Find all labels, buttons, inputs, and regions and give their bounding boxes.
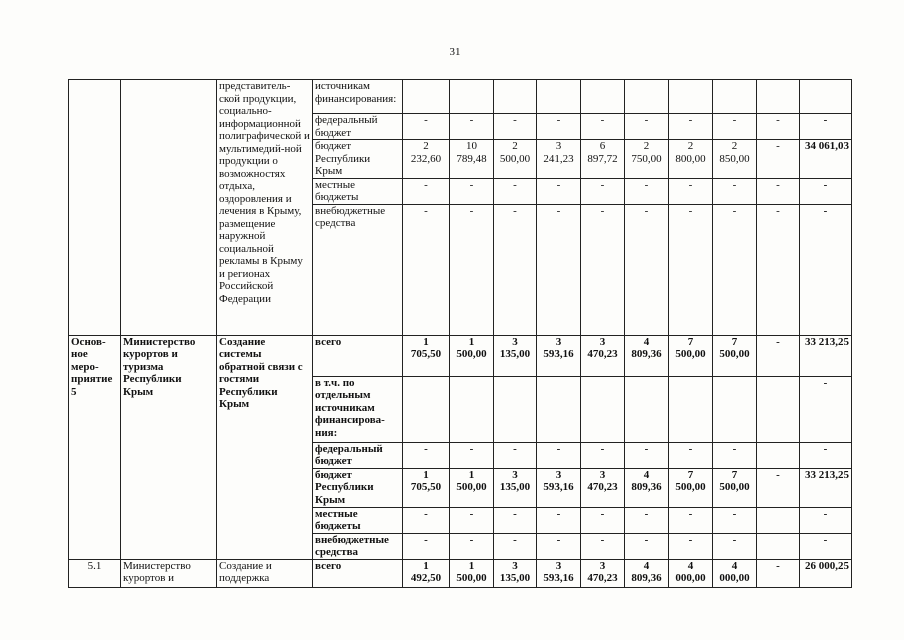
year-value-cell (494, 559, 537, 587)
total-cell (800, 442, 852, 468)
value-line: 3 (512, 468, 518, 481)
description-cell (217, 80, 313, 336)
year-value-cell (581, 468, 625, 507)
source-text: местные бюджеты (315, 178, 359, 203)
code-cell (69, 559, 121, 587)
year-value-cell (625, 442, 669, 468)
source-cell (313, 533, 403, 559)
value-text: - (776, 204, 780, 217)
year-value-cell (450, 376, 494, 442)
source-cell (313, 335, 403, 376)
value-text: - (732, 533, 737, 546)
value-text: - (424, 114, 428, 126)
source-text: федеральный бюджет (315, 442, 383, 467)
extra-cell (757, 442, 800, 468)
value-text: - (469, 507, 474, 520)
year-value-cell (403, 178, 450, 204)
value-line: 800,00 (675, 152, 706, 165)
year-value-cell (537, 559, 581, 587)
executor-cell (121, 80, 217, 336)
value-line: 2 (643, 140, 650, 152)
value-text: - (600, 442, 605, 455)
value-line: 500,00 (719, 481, 750, 493)
year-value-cell (669, 114, 713, 140)
year-value-cell (581, 335, 625, 376)
year-value-cell (450, 507, 494, 533)
value-text: - (513, 204, 517, 217)
value-line: 500,00 (456, 348, 487, 360)
year-value-cell (494, 178, 537, 204)
table-row (69, 80, 852, 114)
value-text: - (644, 114, 649, 126)
value-line: 241,23 (543, 152, 574, 165)
value-line: 1 (468, 559, 475, 572)
year-value-cell (581, 559, 625, 587)
value-text: - (424, 507, 428, 520)
value-text: - (556, 204, 561, 217)
year-value-cell (625, 559, 669, 587)
value-line: 2 (512, 140, 518, 152)
value-line: 3 (512, 335, 518, 348)
value-text: - (600, 204, 605, 217)
year-value-cell (625, 507, 669, 533)
year-value-cell (713, 140, 757, 179)
year-value-cell (713, 468, 757, 507)
value-text: - (732, 114, 737, 126)
code-cell (69, 80, 121, 336)
year-value-cell (494, 533, 537, 559)
value-line: 492,50 (410, 572, 442, 584)
value-text: - (688, 442, 693, 455)
total-text: - (823, 533, 828, 546)
year-value-cell (669, 442, 713, 468)
year-value-cell (669, 559, 713, 587)
value-text: - (600, 507, 605, 520)
description-text: представитель-ской продукции, социально-информационной полиграфической и мультимедий-ной продукции о возможностях отдыха, оздоровления и лечения в Крыму, размещение наружной социальной рекламы в Крыму и регионах Российской Федерации (219, 80, 310, 305)
total-text: 33 213,25 (805, 335, 849, 348)
value-text: - (776, 559, 780, 572)
value-text: - (776, 178, 780, 191)
extra-cell (757, 559, 800, 587)
source-cell (313, 559, 403, 587)
extra-cell (757, 335, 800, 376)
year-value-cell (581, 507, 625, 533)
extra-cell (757, 376, 800, 442)
value-line: 4 (731, 559, 738, 572)
year-value-cell (581, 442, 625, 468)
source-text: всего (315, 559, 342, 572)
value-text: - (556, 533, 561, 546)
value-text: - (688, 114, 693, 126)
total-text: - (823, 178, 828, 191)
page-number: 31 (449, 46, 461, 58)
value-text: - (513, 533, 517, 546)
value-text: - (424, 442, 428, 455)
value-line: 135,00 (499, 348, 531, 360)
value-text: - (469, 114, 474, 126)
executor-cell (121, 559, 217, 587)
value-text: - (644, 178, 649, 191)
year-value-cell (625, 335, 669, 376)
value-line: 3 (555, 335, 562, 348)
code-text: 5.1 (87, 559, 102, 572)
value-text: - (644, 442, 649, 455)
value-line: 705,50 (410, 481, 442, 493)
year-value-cell (403, 376, 450, 442)
year-value-cell (537, 114, 581, 140)
total-text: - (823, 114, 828, 126)
value-line: 7 (731, 468, 738, 481)
value-line: 000,00 (719, 572, 750, 584)
year-value-cell (625, 204, 669, 335)
value-line: 1 (468, 335, 475, 348)
source-text: в т.ч. по отдельным источникам финансирова-ния: (315, 376, 385, 439)
executor-text: Министерство курортов и туризма Республики Крым (123, 335, 196, 398)
total-text: 26 000,25 (805, 559, 849, 572)
total-cell (800, 80, 852, 114)
year-value-cell (494, 335, 537, 376)
year-value-cell (713, 507, 757, 533)
value-line: 135,00 (499, 481, 531, 493)
source-text: федеральный бюджет (315, 114, 378, 139)
source-cell (313, 114, 403, 140)
year-value-cell (537, 376, 581, 442)
value-line: 470,23 (587, 481, 618, 493)
total-cell (800, 376, 852, 442)
year-value-cell (713, 559, 757, 587)
value-line: 7 (731, 335, 738, 348)
year-value-cell (669, 533, 713, 559)
year-value-cell (581, 114, 625, 140)
value-text: - (556, 442, 561, 455)
year-value-cell (713, 376, 757, 442)
source-cell (313, 468, 403, 507)
value-line: 3 (599, 559, 606, 572)
value-text: - (644, 204, 649, 217)
year-value-cell (713, 442, 757, 468)
value-text: - (688, 178, 693, 191)
year-value-cell (450, 80, 494, 114)
year-value-cell (581, 80, 625, 114)
total-text: 33 213,25 (805, 468, 849, 481)
value-line: 2 (731, 140, 738, 152)
value-line: 4 (643, 468, 650, 481)
extra-cell (757, 204, 800, 335)
year-value-cell (537, 335, 581, 376)
year-value-cell (537, 204, 581, 335)
year-value-cell (625, 376, 669, 442)
source-text: внебюджетные средства (315, 533, 389, 558)
value-line: 135,00 (499, 572, 531, 584)
year-value-cell (537, 507, 581, 533)
extra-cell (757, 80, 800, 114)
value-line: 7 (687, 335, 694, 348)
value-line: 500,00 (675, 481, 706, 493)
value-line: 850,00 (719, 152, 750, 165)
total-cell (800, 204, 852, 335)
source-text: бюджет Республики Крым (315, 468, 374, 506)
value-text: - (776, 468, 780, 481)
value-text: - (513, 114, 517, 126)
source-cell (313, 376, 403, 442)
year-value-cell (494, 80, 537, 114)
year-value-cell (625, 140, 669, 179)
total-text: - (823, 204, 828, 217)
value-line: 1 (423, 559, 429, 572)
year-value-cell (581, 178, 625, 204)
year-value-cell (713, 204, 757, 335)
year-value-cell (494, 140, 537, 179)
year-value-cell (450, 204, 494, 335)
year-value-cell (625, 178, 669, 204)
value-text: - (732, 204, 737, 217)
value-line: 593,16 (543, 572, 574, 584)
value-line: 500,00 (456, 572, 487, 584)
value-text: - (688, 533, 693, 546)
year-value-cell (494, 114, 537, 140)
value-text: - (469, 533, 474, 546)
year-value-cell (625, 468, 669, 507)
source-text: бюджет Республики Крым (315, 140, 371, 177)
value-line: 705,50 (410, 348, 442, 360)
source-cell (313, 178, 403, 204)
value-text: - (688, 507, 693, 520)
source-text: всего (315, 335, 342, 348)
year-value-cell (403, 442, 450, 468)
total-text: - (823, 376, 828, 389)
value-text: - (556, 114, 561, 126)
year-value-cell (713, 114, 757, 140)
extra-cell (757, 507, 800, 533)
year-value-cell (494, 507, 537, 533)
total-cell (800, 114, 852, 140)
description-text: Создание и поддержка (219, 559, 272, 584)
year-value-cell (450, 468, 494, 507)
value-line: 593,16 (543, 348, 574, 360)
source-text: местные бюджеты (315, 507, 361, 532)
budget-table (68, 79, 852, 588)
value-text: - (600, 178, 605, 191)
value-line: 2 (687, 140, 694, 152)
value-line: 809,36 (631, 572, 662, 584)
value-line: 897,72 (587, 152, 618, 165)
year-value-cell (581, 204, 625, 335)
year-value-cell (669, 140, 713, 179)
value-line: 500,00 (499, 152, 531, 165)
value-text: - (776, 335, 780, 348)
value-line: 7 (687, 468, 694, 481)
year-value-cell (403, 114, 450, 140)
value-line: 3 (599, 468, 606, 481)
year-value-cell (450, 114, 494, 140)
source-cell (313, 204, 403, 335)
executor-text: Министерство курортов и (123, 559, 191, 584)
value-text: - (644, 507, 649, 520)
value-line: 470,23 (587, 572, 618, 584)
value-text: - (732, 507, 737, 520)
value-line: 593,16 (543, 481, 574, 493)
total-cell (800, 507, 852, 533)
total-text: - (823, 442, 828, 455)
value-line: 789,48 (456, 152, 487, 165)
table-row (69, 559, 852, 587)
value-text: - (556, 178, 561, 191)
year-value-cell (450, 335, 494, 376)
year-value-cell (537, 442, 581, 468)
value-line: 1 (423, 335, 429, 348)
year-value-cell (494, 468, 537, 507)
year-value-cell (494, 204, 537, 335)
value-line: 500,00 (456, 481, 487, 493)
year-value-cell (581, 533, 625, 559)
value-line: 4 (643, 335, 650, 348)
year-value-cell (669, 204, 713, 335)
value-text: - (513, 442, 517, 455)
total-cell (800, 533, 852, 559)
year-value-cell (450, 559, 494, 587)
year-value-cell (669, 335, 713, 376)
value-line: 2 (423, 140, 429, 152)
value-text: - (688, 204, 693, 217)
executor-cell (121, 335, 217, 559)
extra-cell (757, 468, 800, 507)
year-value-cell (403, 204, 450, 335)
source-text: внебюджетные средства (315, 204, 386, 229)
year-value-cell (669, 468, 713, 507)
year-value-cell (537, 140, 581, 179)
total-cell (800, 335, 852, 376)
source-text: источникам финансирования: (315, 80, 397, 105)
table-row (69, 335, 852, 376)
year-value-cell (625, 80, 669, 114)
value-line: 470,23 (587, 348, 618, 360)
year-value-cell (713, 533, 757, 559)
year-value-cell (537, 533, 581, 559)
value-text: - (776, 114, 780, 126)
year-value-cell (494, 376, 537, 442)
value-text: - (469, 204, 474, 217)
year-value-cell (450, 442, 494, 468)
value-line: 500,00 (719, 348, 750, 360)
value-text: - (469, 442, 474, 455)
year-value-cell (450, 533, 494, 559)
source-cell (313, 507, 403, 533)
value-line: 809,36 (631, 481, 662, 493)
code-text: Основ-ное меро-приятие 5 (71, 335, 113, 398)
value-line: 6 (599, 140, 606, 152)
total-text: - (823, 507, 828, 520)
year-value-cell (669, 80, 713, 114)
year-value-cell (581, 376, 625, 442)
value-line: 750,00 (631, 152, 662, 165)
value-line: 3 (555, 140, 562, 152)
value-line: 000,00 (675, 572, 706, 584)
value-text: - (600, 114, 605, 126)
value-text: - (732, 178, 737, 191)
value-text: - (469, 178, 474, 191)
source-cell (313, 140, 403, 179)
value-text: - (424, 533, 428, 546)
year-value-cell (625, 533, 669, 559)
value-text: - (424, 178, 428, 191)
value-line: 3 (599, 335, 606, 348)
source-cell (313, 442, 403, 468)
value-text: - (424, 204, 428, 217)
value-line: 3 (555, 468, 562, 481)
year-value-cell (669, 376, 713, 442)
value-line: 4 (643, 559, 650, 572)
value-line: 10 (466, 140, 477, 152)
description-cell (217, 335, 313, 559)
total-cell (800, 468, 852, 507)
code-cell (69, 335, 121, 559)
extra-cell (757, 114, 800, 140)
year-value-cell (450, 178, 494, 204)
year-value-cell (403, 468, 450, 507)
total-cell (800, 178, 852, 204)
total-cell (800, 559, 852, 587)
total-cell (800, 140, 852, 179)
year-value-cell (537, 468, 581, 507)
value-text: - (732, 442, 737, 455)
year-value-cell (713, 178, 757, 204)
value-text: - (513, 507, 517, 520)
year-value-cell (669, 507, 713, 533)
value-line: 809,36 (631, 348, 662, 360)
year-value-cell (494, 442, 537, 468)
value-text: - (776, 140, 780, 152)
value-text: - (513, 178, 517, 191)
year-value-cell (403, 507, 450, 533)
extra-cell (757, 178, 800, 204)
year-value-cell (403, 335, 450, 376)
year-value-cell (537, 178, 581, 204)
extra-cell (757, 140, 800, 179)
year-value-cell (625, 114, 669, 140)
year-value-cell (403, 533, 450, 559)
year-value-cell (713, 80, 757, 114)
value-line: 1 (423, 468, 429, 481)
year-value-cell (403, 559, 450, 587)
description-cell (217, 559, 313, 587)
value-line: 3 (512, 559, 518, 572)
year-value-cell (537, 80, 581, 114)
year-value-cell (713, 335, 757, 376)
year-value-cell (403, 80, 450, 114)
description-text: Создание системы обратной связи с гостями Республики Крым (219, 335, 303, 410)
value-line: 500,00 (675, 348, 706, 360)
value-line: 1 (468, 468, 475, 481)
value-text: - (644, 533, 649, 546)
year-value-cell (581, 140, 625, 179)
value-text: - (556, 507, 561, 520)
total-text: 34 061,03 (805, 140, 849, 152)
source-cell (313, 80, 403, 114)
value-line: 4 (687, 559, 694, 572)
year-value-cell (669, 178, 713, 204)
year-value-cell (450, 140, 494, 179)
value-line: 232,60 (410, 152, 442, 165)
value-text: - (600, 533, 605, 546)
year-value-cell (403, 140, 450, 179)
value-line: 3 (555, 559, 562, 572)
extra-cell (757, 533, 800, 559)
